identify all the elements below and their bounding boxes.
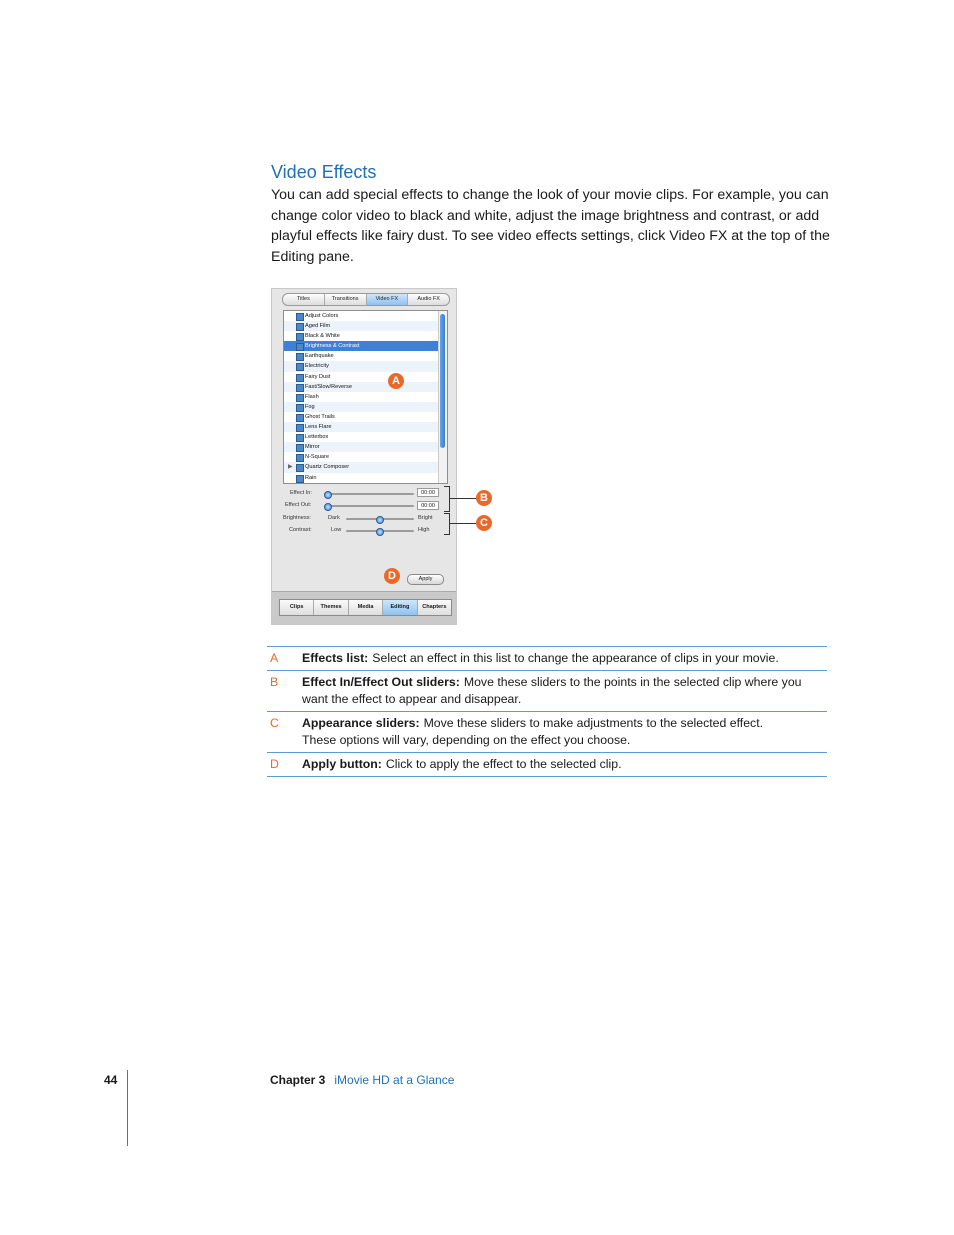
top-tab-bar	[282, 293, 450, 306]
callout-d: D	[384, 568, 400, 584]
effect-icon	[296, 384, 304, 392]
callout-b-bracket	[444, 486, 450, 512]
effect-icon	[296, 444, 304, 452]
intro-paragraph: You can add special effects to change the look of your movie clips. For example, you can change color video to black and white, adjust the image brightness and contrast, or add playful effects like fairy dust. To see video effects settings, click Video FX at the top of the Editing pane.	[271, 187, 830, 265]
callout-b: B	[476, 490, 492, 506]
effect-icon	[296, 313, 304, 321]
list-item[interactable]: Aged Film	[284, 321, 447, 331]
apply-button[interactable]: Apply	[407, 574, 444, 585]
legend-row	[267, 753, 827, 777]
tab-clips[interactable]: Clips	[280, 600, 314, 615]
effect-icon	[296, 404, 304, 412]
tab-chapters[interactable]: Chapters	[422, 604, 447, 610]
effect-icon	[296, 323, 304, 331]
scrollbar-thumb[interactable]	[440, 314, 445, 448]
tab-transitions[interactable]: Transitions	[325, 294, 367, 305]
effect-icon	[296, 434, 304, 442]
tab-media[interactable]: Media	[349, 600, 383, 615]
effect-icon	[296, 424, 304, 432]
list-item[interactable]: Earthquake	[284, 351, 447, 361]
bottom-pane-bar	[272, 591, 456, 624]
effect-icon	[296, 333, 304, 341]
effect-icon	[296, 353, 304, 361]
brightness-slider-knob[interactable]	[376, 516, 384, 524]
brightness-label: Brightness:	[283, 515, 311, 521]
chapter-title: iMovie HD at a Glance	[334, 1073, 455, 1087]
list-scrollbar[interactable]	[438, 311, 447, 483]
pane-tab-bar	[279, 599, 452, 616]
effect-in-track[interactable]	[326, 493, 414, 495]
effect-in-field[interactable]: 00:00	[417, 488, 439, 497]
list-item[interactable]: Electricity	[284, 361, 447, 371]
legend-term: Apply button:	[302, 757, 382, 772]
effect-icon	[296, 475, 304, 483]
legend-desc-2: These options will vary, depending on the effect you choose.	[302, 732, 631, 747]
contrast-min-label: Low	[331, 527, 342, 533]
list-item[interactable]: Ghost Trails	[284, 412, 447, 422]
list-item[interactable]: Flash	[284, 392, 447, 402]
legend-letter: B	[270, 675, 279, 690]
legend-desc: Click to apply the effect to the selected clip.	[385, 757, 622, 772]
callout-legend	[267, 646, 827, 777]
effect-out-field[interactable]: 00:00	[417, 501, 439, 510]
effects-list[interactable]	[283, 310, 448, 484]
page-number: 44	[104, 1073, 118, 1087]
footer-chapter	[270, 1073, 454, 1087]
effect-icon	[296, 363, 304, 371]
list-item[interactable]: N-Square	[284, 452, 447, 462]
legend-row	[267, 647, 827, 671]
legend-row	[267, 671, 827, 712]
brightness-min-label: Dark	[328, 515, 340, 521]
list-item-selected[interactable]: Brightness & Contrast	[284, 341, 447, 351]
list-item[interactable]: Rain	[284, 473, 447, 483]
tab-audio-fx[interactable]: Audio FX	[417, 296, 440, 302]
legend-desc: Select an effect in this list to change the appearance of clips in your movie.	[372, 651, 779, 665]
effect-icon	[296, 343, 304, 351]
contrast-slider-knob[interactable]	[376, 528, 384, 536]
effect-icon	[296, 374, 304, 382]
legend-term: Appearance sliders:	[302, 716, 420, 731]
legend-term: Effects list:	[302, 651, 369, 665]
contrast-label: Contrast:	[289, 527, 312, 533]
callout-c-leader	[450, 523, 476, 524]
contrast-max-label: High	[418, 527, 430, 533]
effect-in-label: Effect In:	[290, 490, 312, 496]
brightness-max-label: Bright	[418, 515, 433, 521]
effect-out-slider-knob[interactable]	[324, 503, 332, 511]
effect-icon	[296, 454, 304, 462]
tab-editing[interactable]: Editing	[383, 600, 417, 615]
legend-letter: D	[270, 757, 279, 772]
effect-out-label: Effect Out:	[285, 502, 312, 508]
effect-in-slider-knob[interactable]	[324, 491, 332, 499]
effect-out-track[interactable]	[326, 505, 414, 507]
legend-letter: A	[270, 651, 279, 665]
callout-c-bracket	[444, 513, 450, 535]
list-item[interactable]: Fog	[284, 402, 447, 412]
list-item[interactable]: Mirror	[284, 442, 447, 452]
legend-term: Effect In/Effect Out sliders:	[302, 675, 460, 690]
disclosure-triangle-icon[interactable]: ▶	[288, 464, 293, 471]
tab-themes[interactable]: Themes	[314, 600, 348, 615]
list-item[interactable]: Letterbox	[284, 432, 447, 442]
section-title: Video Effects	[271, 162, 377, 182]
footer-rule	[127, 1070, 128, 1146]
legend-row	[267, 712, 827, 753]
list-item[interactable]: Adjust Colors	[284, 311, 447, 321]
callout-a: A	[388, 373, 404, 389]
video-fx-screenshot	[271, 288, 457, 625]
chapter-label: Chapter 3	[270, 1073, 326, 1087]
list-item[interactable]: ▶ Quartz Composer	[284, 462, 447, 472]
legend-letter: C	[270, 716, 279, 731]
callout-c: C	[476, 515, 492, 531]
legend-desc: Move these sliders to the points in the selected clip where you want the effect to appear and disappear.	[302, 675, 802, 706]
list-item[interactable]: Fairy Dust	[284, 372, 447, 382]
list-item[interactable]: Fast/Slow/Reverse	[284, 382, 447, 392]
tab-video-fx[interactable]: Video FX	[367, 294, 409, 305]
legend-desc: Move these sliders to make adjustments to the selected effect.	[423, 716, 764, 731]
tab-titles[interactable]: Titles	[283, 294, 325, 305]
effect-icon	[296, 464, 304, 472]
list-item[interactable]: Black & White	[284, 331, 447, 341]
effect-icon	[296, 414, 304, 422]
effect-icon	[296, 394, 304, 402]
callout-b-leader	[450, 498, 476, 499]
list-item[interactable]: Lens Flare	[284, 422, 447, 432]
